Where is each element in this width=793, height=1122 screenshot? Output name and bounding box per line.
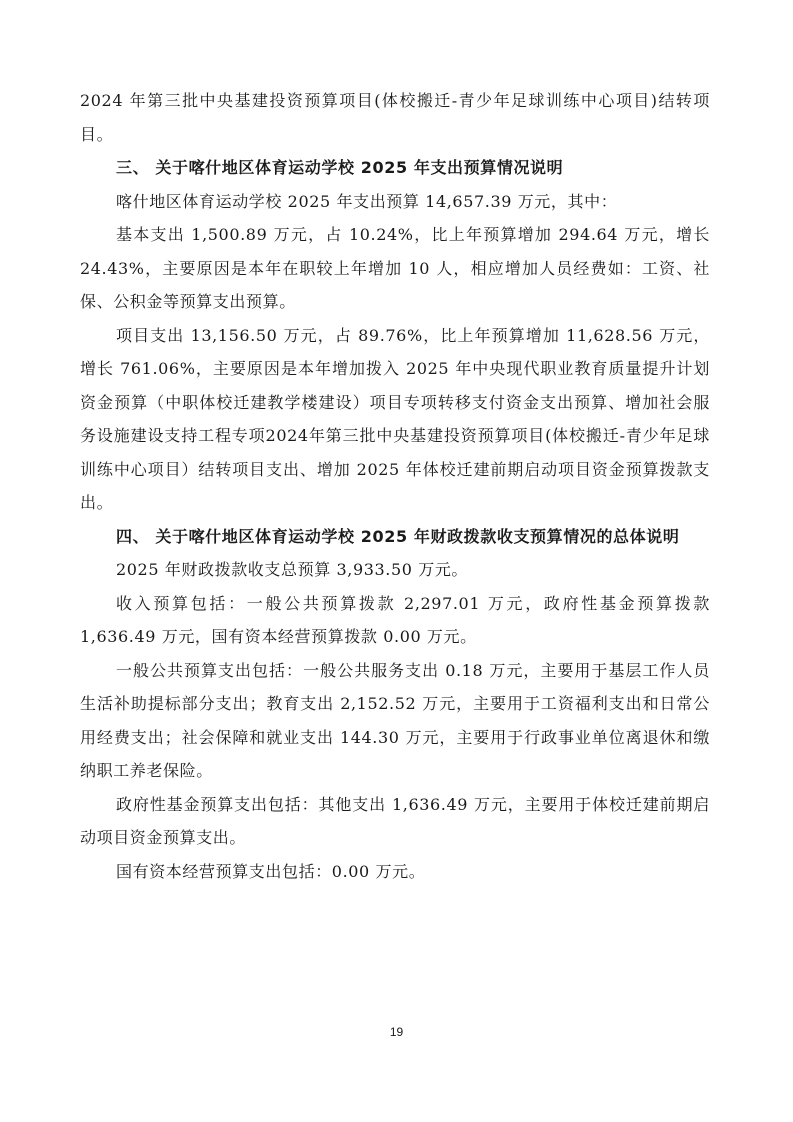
section-heading-3: 三、 关于喀什地区体育运动学校 2025 年支出预算情况说明	[116, 158, 564, 177]
paragraph-state-capital-expenditure: 国有资本经营预算支出包括：0.00 万元。	[116, 861, 426, 881]
paragraph-government-fund-expenditure: 政府性基金预算支出包括：其他支出 1,636.49 万元，主要用于体校迁建前期启动项目资金预算支出。	[80, 794, 710, 847]
paragraph-general-public-expenditure: 一般公共预算支出包括：一般公共服务支出 0.18 万元，主要用于基层工作人员生活补助提标部分支出；教育支出 2,152.52 万元，主要用于工资福利支出和日常公用经费支出；社会保障和就业支出 144.30 万元，主要用于行政事业单位离退休和缴纳职工养老保险。	[80, 660, 710, 780]
paragraph-total-expenditure: 喀什地区体育运动学校 2025 年支出预算 14,657.39 万元，其中：	[116, 191, 618, 211]
paragraph-continuation: 2024 年第三批中央基建投资预算项目(体校搬迁-青少年足球训练中心项目)结转项目。	[80, 91, 710, 144]
page-number: 19	[389, 1025, 404, 1039]
paragraph-basic-expenditure: 基本支出 1,500.89 万元，占 10.24%，比上年预算增加 294.64 万元，增长 24.43%，主要原因是本年在职较上年增加 10 人，相应增加人员经费如：工资、社保、公积金等预算支出预算。	[80, 225, 710, 311]
section-heading-4: 四、 关于喀什地区体育运动学校 2025 年财政拨款收支预算情况的总体说明	[116, 526, 680, 546]
paragraph-income-budget: 收入预算包括：一般公共预算拨款 2,297.01 万元，政府性基金预算拨款 1,636.49 万元，国有资本经营预算拨款 0.00 万元。	[80, 593, 710, 646]
paragraph-project-expenditure: 项目支出 13,156.50 万元，占 89.76%，比上年预算增加 11,628.56 万元，增长 761.06%，主要原因是本年增加拨入 2025 年中央现代职业教育质量提升计划资金预算（中职体校迁建教学楼建设）项目专项转移支付资金支出预算、增加社会服务设施建设支持工程专项2024年第三批中央基建投资预算项目(体校搬迁-青少年足球训练中心项目）结转项目支出、增加 2025 年体校迁建前期启动项目资金预算拨款支出。	[80, 325, 710, 512]
document-body	[80, 84, 710, 888]
paragraph-fiscal-total: 2025 年财政拨款收支总预算 3,933.50 万元。	[116, 560, 469, 579]
